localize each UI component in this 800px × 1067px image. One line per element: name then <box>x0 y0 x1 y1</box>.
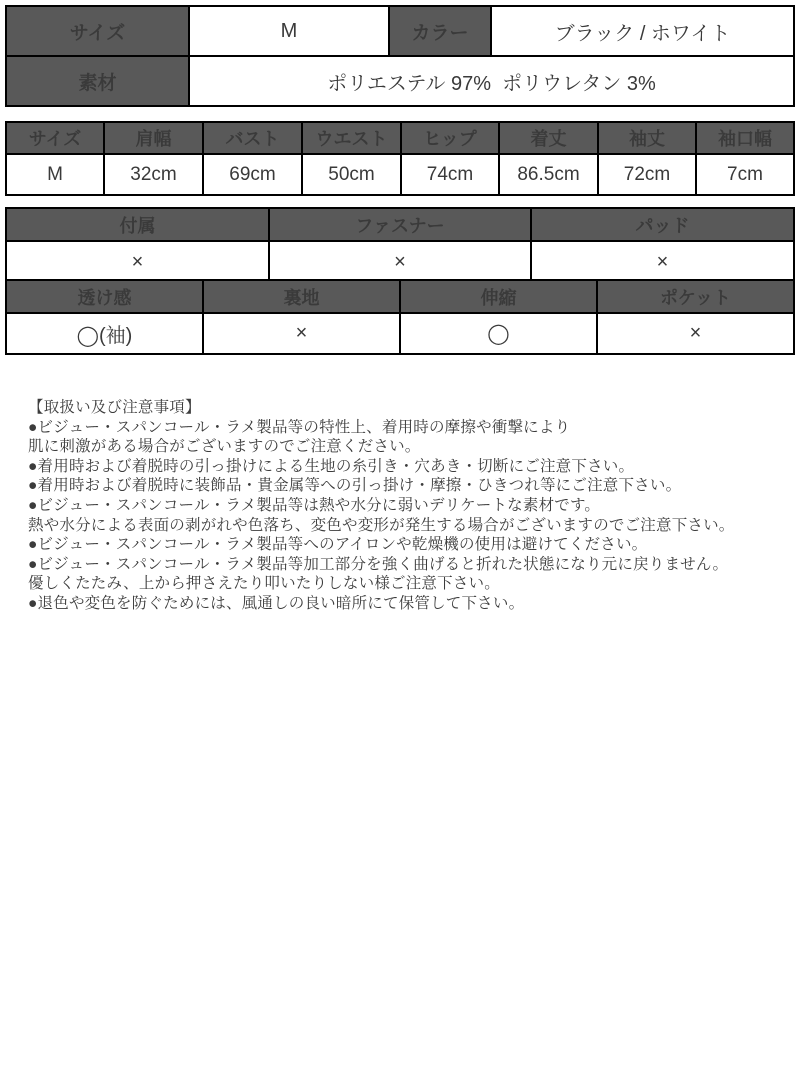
meas-value-sleeve: 72cm <box>598 154 696 195</box>
notes-line: ●着用時および着脱時の引っ掛けによる生地の糸引き・穴あき・切断にご注意下さい。 <box>28 457 635 475</box>
notes-line: ●ビジュー・スパンコール・ラメ製品等へのアイロンや乾燥機の使用は避けてください。 <box>28 536 648 554</box>
feat-header-sheer: 透け感 <box>6 280 203 313</box>
meas-value-length: 86.5cm <box>499 154 598 195</box>
measurements-value-row <box>6 154 794 195</box>
features-b-value-row <box>6 313 794 354</box>
feat-value-pad: × <box>531 241 794 284</box>
features-table-b <box>5 279 795 355</box>
notes-line: ●ビジュー・スパンコール・ラメ製品等の特性上、着用時の摩擦や衝撃により <box>28 418 571 436</box>
spec-row-material <box>6 56 794 106</box>
feat-value-stretch: ◯ <box>400 313 597 354</box>
meas-value-shoulder: 32cm <box>104 154 203 195</box>
spec-row-size-color <box>6 6 794 56</box>
meas-header-size: サイズ <box>6 122 104 154</box>
size-value-cell: M <box>189 6 389 56</box>
meas-value-waist: 50cm <box>302 154 401 195</box>
spec-table <box>5 5 795 107</box>
feat-header-pad: パッド <box>531 208 794 241</box>
feat-header-lining: 裏地 <box>203 280 400 313</box>
meas-header-length: 着丈 <box>499 122 598 154</box>
notes-line: ●退色や変色を防ぐためには、風通しの良い暗所にて保管して下さい。 <box>28 594 525 612</box>
meas-header-waist: ウエスト <box>302 122 401 154</box>
meas-value-bust: 69cm <box>203 154 302 195</box>
notes-block <box>28 398 788 614</box>
features-b-header-row <box>6 280 794 313</box>
notes-line: ●ビジュー・スパンコール・ラメ製品等加工部分を強く曲げると折れた状態になり元に戻りません。 <box>28 555 729 573</box>
notes-line: 優しくたたみ、上から押さえたり叩いたりしない様ご注意下さい。 <box>28 575 500 593</box>
feat-value-pocket: × <box>597 313 794 354</box>
feat-value-sheer: ◯(袖) <box>6 313 203 354</box>
meas-value-size: M <box>6 154 104 195</box>
meas-value-cuff: 7cm <box>696 154 794 195</box>
meas-value-hip: 74cm <box>401 154 499 195</box>
size-label-cell: サイズ <box>6 6 189 56</box>
notes-line: 肌に刺激がある場合がございますのでご注意ください。 <box>28 438 421 456</box>
features-a-value-row <box>6 241 794 284</box>
notes-line: 熱や水分による表面の剥がれや色落ち、変色や変形が発生する場合がございますのでご注意下さい。 <box>28 516 735 534</box>
features-table-a <box>5 207 795 285</box>
notes-line: ●ビジュー・スパンコール・ラメ製品等は熱や水分に弱いデリケートな素材です。 <box>28 496 601 514</box>
feat-value-lining: × <box>203 313 400 354</box>
meas-header-sleeve: 袖丈 <box>598 122 696 154</box>
feat-header-stretch: 伸縮 <box>400 280 597 313</box>
material-value-cell: ポリエステル 97% ポリウレタン 3% <box>189 56 794 106</box>
feat-header-pocket: ポケット <box>597 280 794 313</box>
color-value-cell: ブラック / ホワイト <box>491 6 794 56</box>
measurements-table <box>5 121 795 196</box>
meas-header-hip: ヒップ <box>401 122 499 154</box>
meas-header-cuff: 袖口幅 <box>696 122 794 154</box>
color-label-cell: カラー <box>389 6 491 56</box>
notes-title: 【取扱い及び注意事項】 <box>28 399 201 416</box>
features-a-header-row <box>6 208 794 241</box>
feat-header-fastener: ファスナー <box>269 208 531 241</box>
meas-header-bust: バスト <box>203 122 302 154</box>
feat-value-accessory: × <box>6 241 269 284</box>
meas-header-shoulder: 肩幅 <box>104 122 203 154</box>
notes-line: ●着用時および着脱時に装飾品・貴金属等への引っ掛け・摩擦・ひきつれ等にご注意下さい。 <box>28 477 682 495</box>
feat-header-accessory: 付属 <box>6 208 269 241</box>
material-label-cell: 素材 <box>6 56 189 106</box>
measurements-header-row <box>6 122 794 154</box>
feat-value-fastener: × <box>269 241 531 284</box>
